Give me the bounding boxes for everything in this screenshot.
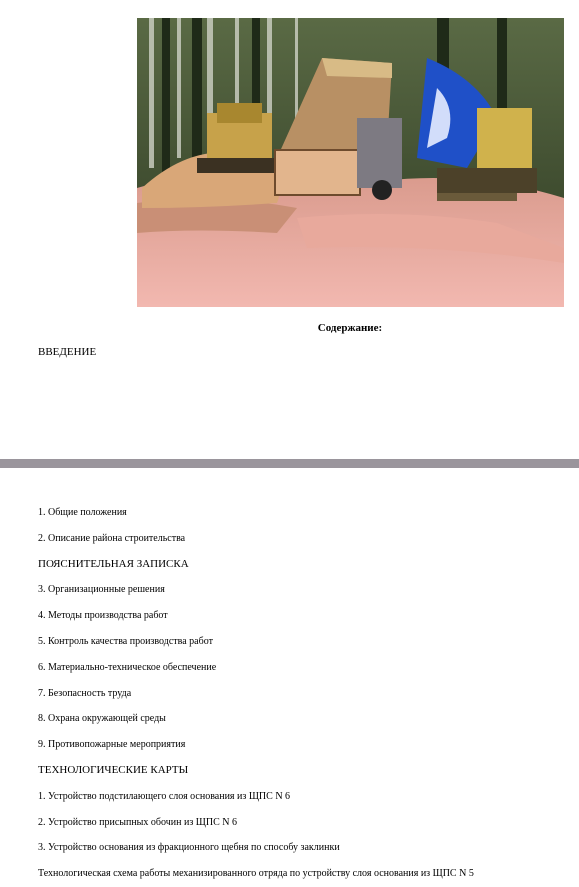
toc-item: 2. Устройство присыпных обочин из ЩПС N 6: [38, 816, 237, 828]
toc-item: 7. Безопасность труда: [38, 687, 132, 699]
toc-item: 4. Методы производства работ: [38, 610, 168, 622]
toc-item: 1. Общие положения: [38, 507, 127, 518]
toc-item: 2. Описание района строительства: [38, 532, 186, 544]
toc-item: 9. Противопожарные мероприятия: [38, 739, 186, 751]
toc-section: ПОЯСНИТЕЛЬНАЯ ЗАПИСКА: [38, 557, 189, 570]
contents-title: Содержание:: [317, 322, 383, 334]
construction-photo-icon: [137, 18, 564, 307]
toc-item: Технологическая схема работы механизированного отряда по устройству слоя основания из ЩПС N 5: [38, 868, 474, 880]
toc-item: 3. Устройство основания из фракционного щебня по способу заклинки: [38, 842, 340, 854]
intro-heading: ВВЕДЕНИЕ: [38, 346, 97, 358]
table-of-contents: [38, 500, 474, 887]
toc-item: 5. Контроль качества производства работ: [38, 635, 213, 647]
toc-item: 8. Охрана окружающей среды: [38, 713, 166, 725]
cover-photo: [137, 18, 564, 307]
page-divider: [0, 459, 579, 468]
toc-item: 6. Материально-техническое обеспечение: [38, 661, 217, 673]
toc-section: ТЕХНОЛОГИЧЕСКИЕ КАРТЫ: [38, 763, 189, 776]
toc-item: 1. Устройство подстилающего слоя основания из ЩПС N 6: [38, 790, 291, 802]
toc-item: 3. Организационные решения: [38, 584, 165, 596]
